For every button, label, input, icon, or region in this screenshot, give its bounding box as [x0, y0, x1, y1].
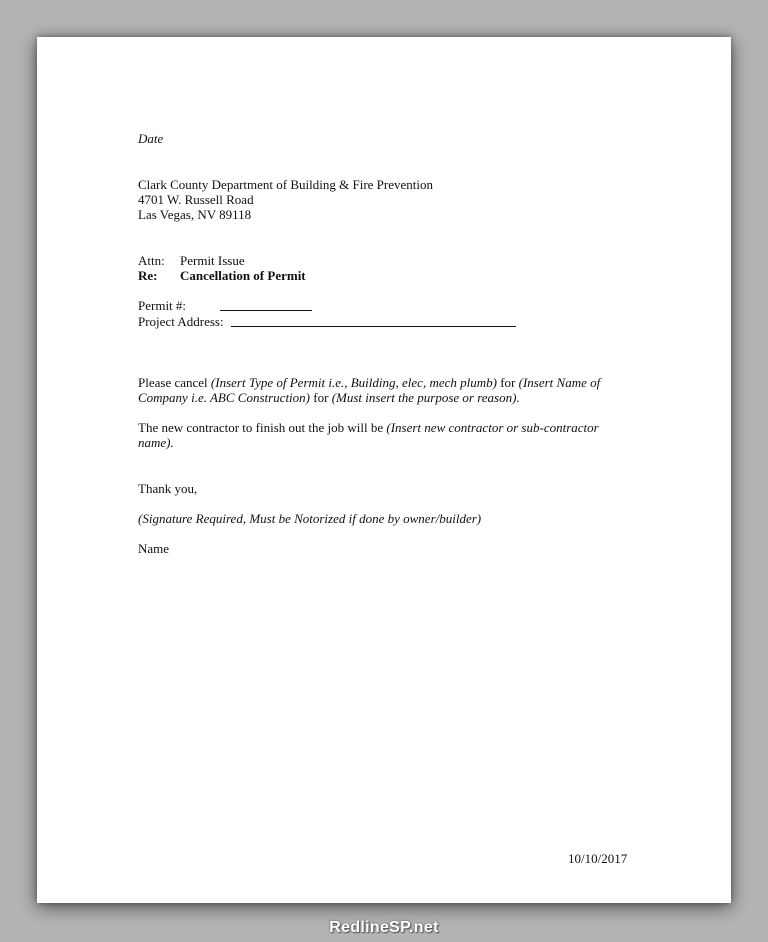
project-address-label: Project Address:: [138, 314, 224, 329]
body-paragraph-1-line-2: Company i.e. ABC Construction) for (Must insert the purpose or reason).: [138, 390, 520, 405]
recipient-name: Clark County Department of Building & Fire Prevention: [138, 177, 433, 192]
letter-page: [37, 37, 731, 903]
watermark: RedlineSP.net: [329, 919, 439, 936]
recipient-city: Las Vegas, NV 89118: [138, 207, 252, 222]
body-paragraph-2-line-1: The new contractor to finish out the job will be (Insert new contractor or sub-contractor: [138, 420, 599, 435]
closing: Thank you,: [138, 481, 198, 496]
body-paragraph-2-line-2: name).: [138, 435, 174, 450]
attn-value: Permit Issue: [180, 253, 245, 268]
re-subject: Cancellation of Permit: [180, 268, 306, 283]
name-label: Name: [138, 541, 170, 556]
body-paragraph-1-line-1: Please cancel (Insert Type of Permit i.e., Building, elec, mech plumb) for (Insert Name of: [138, 375, 601, 390]
signature-note: (Signature Required, Must be Notorized if done by owner/builder): [138, 511, 482, 526]
re-label: Re:: [138, 268, 158, 283]
project-address-line: [231, 326, 516, 327]
recipient-street: 4701 W. Russell Road: [138, 192, 254, 207]
footer-date: 10/10/2017: [568, 851, 628, 866]
date-placeholder: Date: [138, 131, 164, 146]
permit-number-line: [220, 310, 312, 311]
attn-label: Attn:: [138, 253, 165, 268]
permit-label: Permit #:: [138, 298, 187, 313]
